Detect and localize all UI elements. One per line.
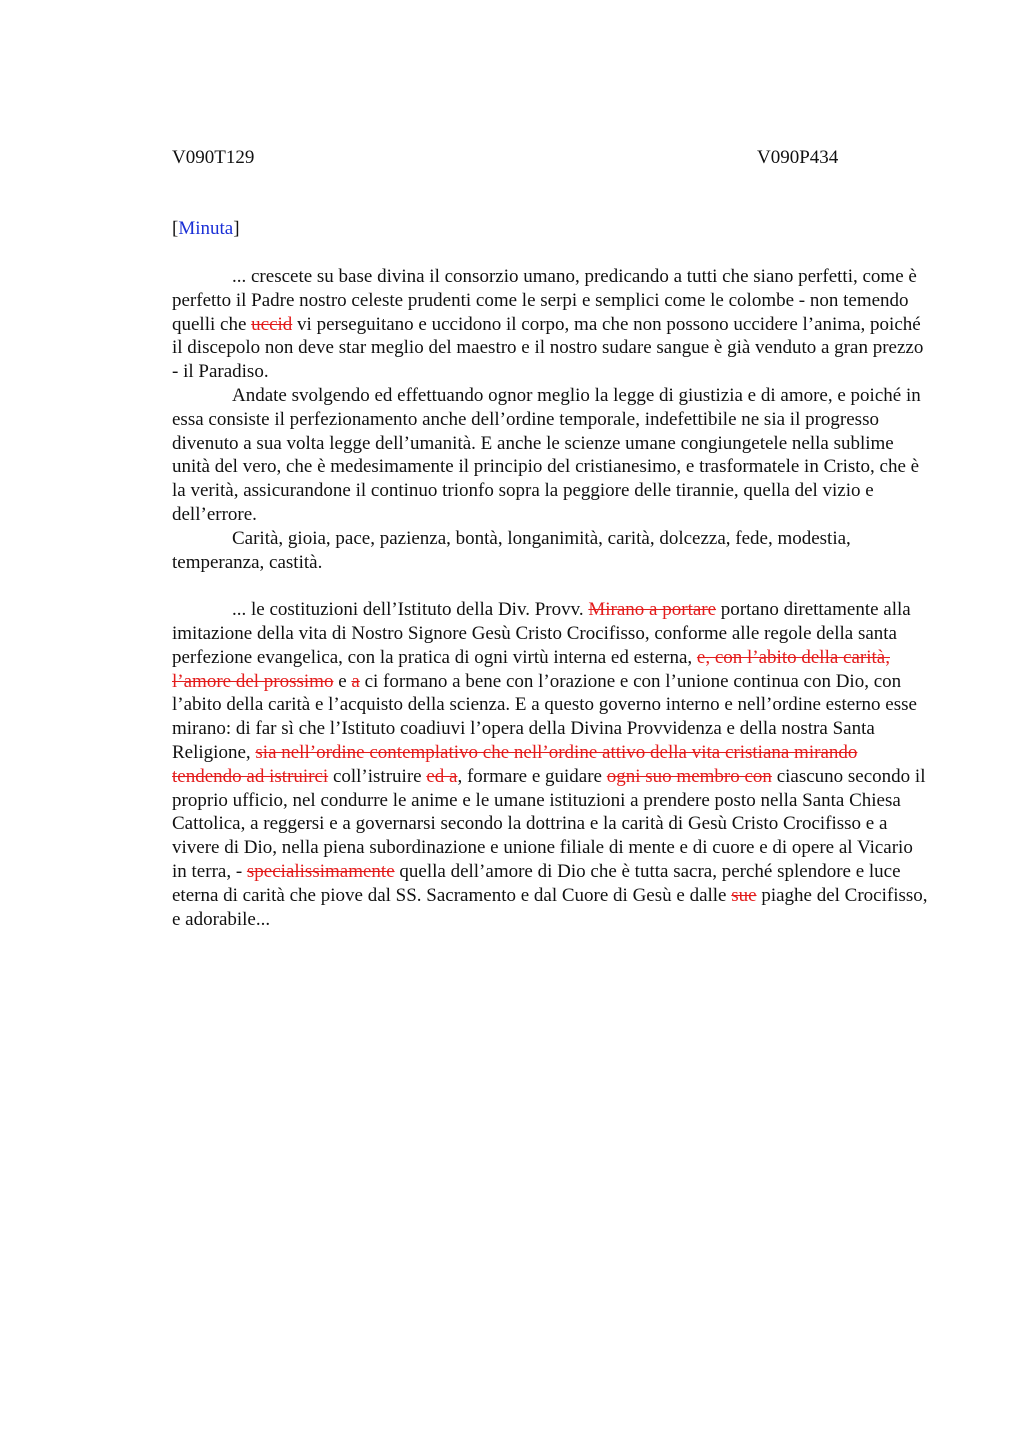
text-run: vi perseguitano e uccidono il corpo, ma che non possono uccidere l’anima, poiché il discepolo non deve star meglio del maestro e il nostro sudare sangue è già venduto a gran prezzo - il Paradiso. — [172, 313, 924, 383]
deleted-text: ogni suo membro con — [606, 765, 772, 787]
paragraph-3 — [172, 527, 928, 575]
text-run: , formare e guidare — [457, 765, 607, 787]
paragraph-1 — [172, 265, 928, 384]
section-label — [172, 218, 240, 240]
bracket-close: ] — [233, 218, 240, 239]
text-run: e — [333, 670, 352, 692]
text-run: Carità, gioia, pace, pazienza, bontà, longanimità, carità, dolcezza, fede, modestia, temperanza, castità. — [172, 527, 851, 573]
text-run: ci formano a bene con l’orazione e con l’unione continua con Dio, con l’abito della carità e l’acquisto della scienza. E a questo governo interno e nell’ordine esterno esse mirano: di far sì che l’Istituto coadiuvi l’opera della Divina Provvidenza e della nostra Santa Religione, — [172, 670, 917, 763]
deleted-text: Mirano a portare — [588, 599, 717, 621]
text-run: quella dell’amore di Dio che è tutta sacra, perché splendore e luce eterna di carità che piove dal SS. Sacramento e dal Cuore di Gesù e dalle — [172, 860, 901, 906]
text-run: coll’istruire — [328, 765, 427, 787]
text-run: ... crescete su base divina il consorzio umano, predicando a tutti che siano perfetti, come è perfetto il Padre nostro celeste prudenti come le serpi e semplici come le colombe - non temendo quelli che — [172, 266, 917, 335]
deleted-text: uccid — [251, 313, 293, 335]
paragraph-4 — [172, 598, 928, 931]
text-run: piaghe del Crocifisso, e adorabile... — [172, 884, 928, 930]
text-run: ... le costituzioni dell’Istituto della Div. Provv. — [232, 599, 589, 621]
deleted-text: sia nell’ordine contemplativo che nell’ordine attivo della vita cristiana mirando tendendo ad istruirci — [172, 741, 858, 787]
deleted-text: e, con l’abito della carità, l’amore del prossimo — [172, 646, 890, 692]
bracket-open: [ — [172, 218, 179, 239]
text-run: ciascuno secondo il proprio ufficio, nel condurre le anime e le umane istituzioni a prendere posto nella Santa Chiesa Cattolica, a reggersi e a governarsi secondo la dottrina e la carità di Gesù Cristo Crocifisso e a vivere di Dio, nella piena subordinazione e unione filiale di mente e di cuore e di opere al Vicario in terra, - — [172, 765, 926, 882]
deleted-text: ed a — [426, 765, 458, 787]
deleted-text: sue — [731, 884, 757, 906]
paragraph-gap — [172, 574, 928, 598]
deleted-text: specialissimamente — [246, 860, 395, 882]
deleted-text: a — [351, 670, 360, 692]
text-run: Andate svolgendo ed effettuando ognor meglio la legge di giustizia e di amore, e poiché in essa consiste il perfezionamento anche dell’ordine temporale, indefettibile ne sia il progresso divenuto a sua volta legge dell’umanità. E anche le scienze umane congiungetele nella sublime unità del vero, che è medesimamente il principio del cristianesimo, e trasformatele in Cristo, che è la verità, assicurandone il continuo trionfo sopra la peggiore delle tirannie, quella del vizio e dell’errore. — [172, 384, 921, 525]
text-run: portano direttamente alla imitazione della vita di Nostro Signore Gesù Cristo Crocifisso, conforme alle regole della santa perfezione evangelica, con la pratica di ogni virtù interna ed esterna, — [172, 599, 911, 668]
document-body — [172, 265, 928, 931]
paragraph-2 — [172, 384, 928, 527]
document-code-right: V090P434 — [757, 147, 839, 168]
document-code-left: V090T129 — [172, 147, 255, 168]
section-label-text: Minuta — [178, 218, 234, 239]
